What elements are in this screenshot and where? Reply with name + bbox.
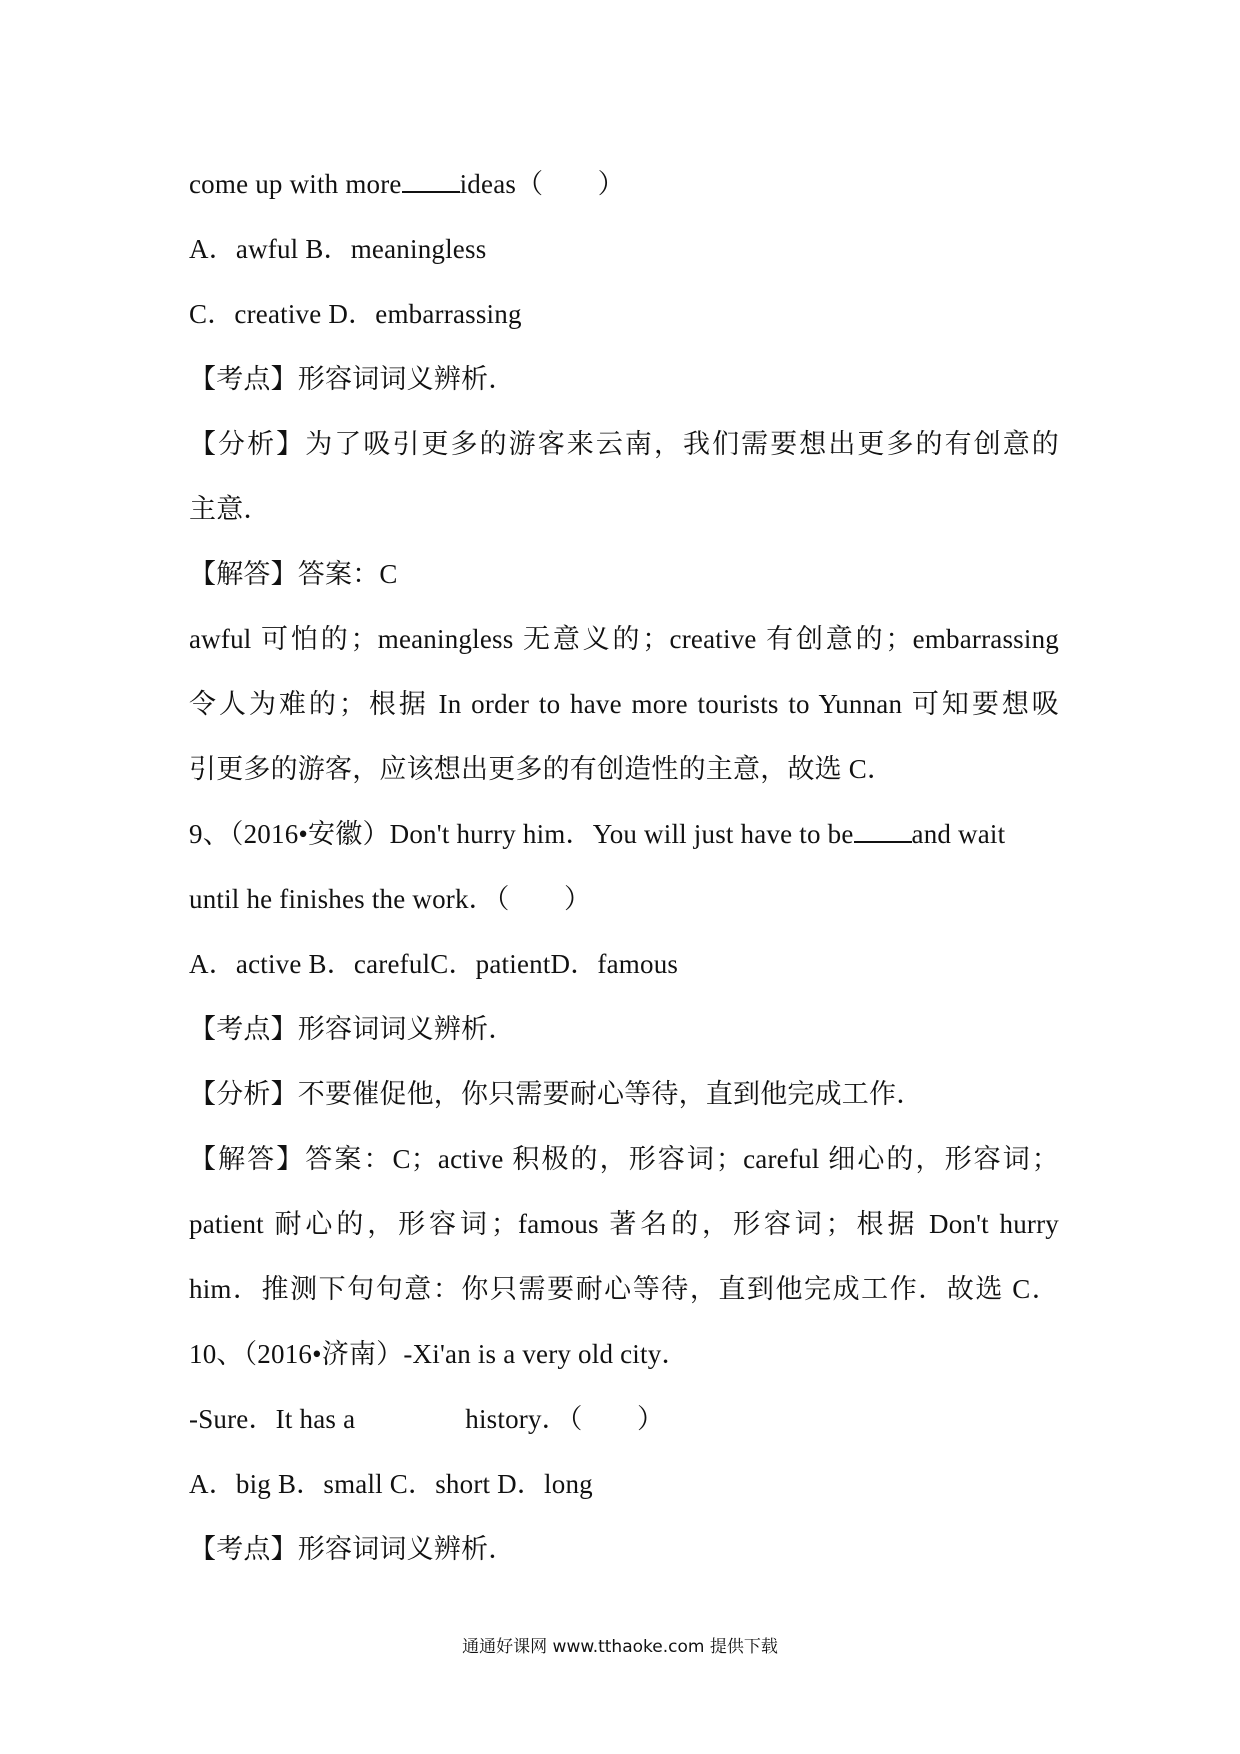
q10-options: A．big B．small C．short D．long	[189, 1469, 593, 1499]
q8-explanation-line-3: 引更多的游客，应该想出更多的有创造性的主意，故选 C．	[189, 754, 895, 784]
q8-options-line-2: C．creative D．embarrassing	[189, 299, 522, 329]
q8-stem-end: ideas（ ）	[459, 169, 625, 199]
q8-jieda: 【解答】答案：C	[189, 559, 398, 589]
q9-stem-end: and wait	[911, 819, 1006, 849]
q9-kaodian: 【考点】形容词词义辨析．	[189, 1014, 516, 1044]
q8-fenxi-line-2: 主意．	[189, 494, 271, 524]
q8-stem	[189, 164, 1059, 204]
q9-jieda-line-3: him．推测下句句意：你只需要耐心等待，直到他完成工作．故选 C．	[189, 1274, 1059, 1304]
q10-stem-line-2	[189, 1399, 1059, 1439]
q9-options: A．active B．carefulC．patientD．famous	[189, 949, 679, 979]
q9-stem-line-2: until he finishes the work．（ ）	[189, 884, 592, 914]
answer-blank	[854, 817, 912, 843]
q8-options-line-1: A．awful B．meaningless	[189, 234, 487, 264]
q8-explanation-line-1: awful 可怕的；meaningless 无意义的；creative 有创意的；embarrassing	[189, 624, 1059, 654]
q9-stem	[189, 814, 1059, 854]
q9-jieda-line-1: 【解答】答案：C；active 积极的，形容词；careful 细心的，形容词；	[189, 1144, 1059, 1174]
answer-blank	[402, 167, 460, 193]
page-footer: 通通好课网 www.tthaoke.com 提供下载	[462, 1637, 778, 1657]
q8-kaodian: 【考点】形容词词义辨析．	[189, 364, 516, 394]
q10-stem-end: history．（ ）	[465, 1404, 665, 1434]
q10-stem-start: -Sure．It has a	[189, 1404, 356, 1434]
q10-stem-line-1: 10、（2016•济南）-Xi'an is a very old city．	[189, 1339, 689, 1369]
q10-kaodian: 【考点】形容词词义辨析．	[189, 1534, 516, 1564]
q8-stem-start: come up with more	[189, 169, 402, 199]
q9-stem-start: 9、（2016•安徽）Don't hurry him．You will just have to be	[189, 819, 854, 849]
q9-fenxi: 【分析】不要催促他，你只需要耐心等待，直到他完成工作．	[189, 1079, 924, 1109]
q9-jieda-line-2: patient 耐心的，形容词；famous 著名的，形容词；根据 Don't hurry	[189, 1209, 1059, 1239]
q8-explanation-line-2: 令人为难的；根据 In order to have more tourists to Yunnan 可知要想吸	[189, 689, 1059, 719]
q8-fenxi-line-1: 【分析】为了吸引更多的游客来云南，我们需要想出更多的有创意的	[189, 429, 1059, 459]
